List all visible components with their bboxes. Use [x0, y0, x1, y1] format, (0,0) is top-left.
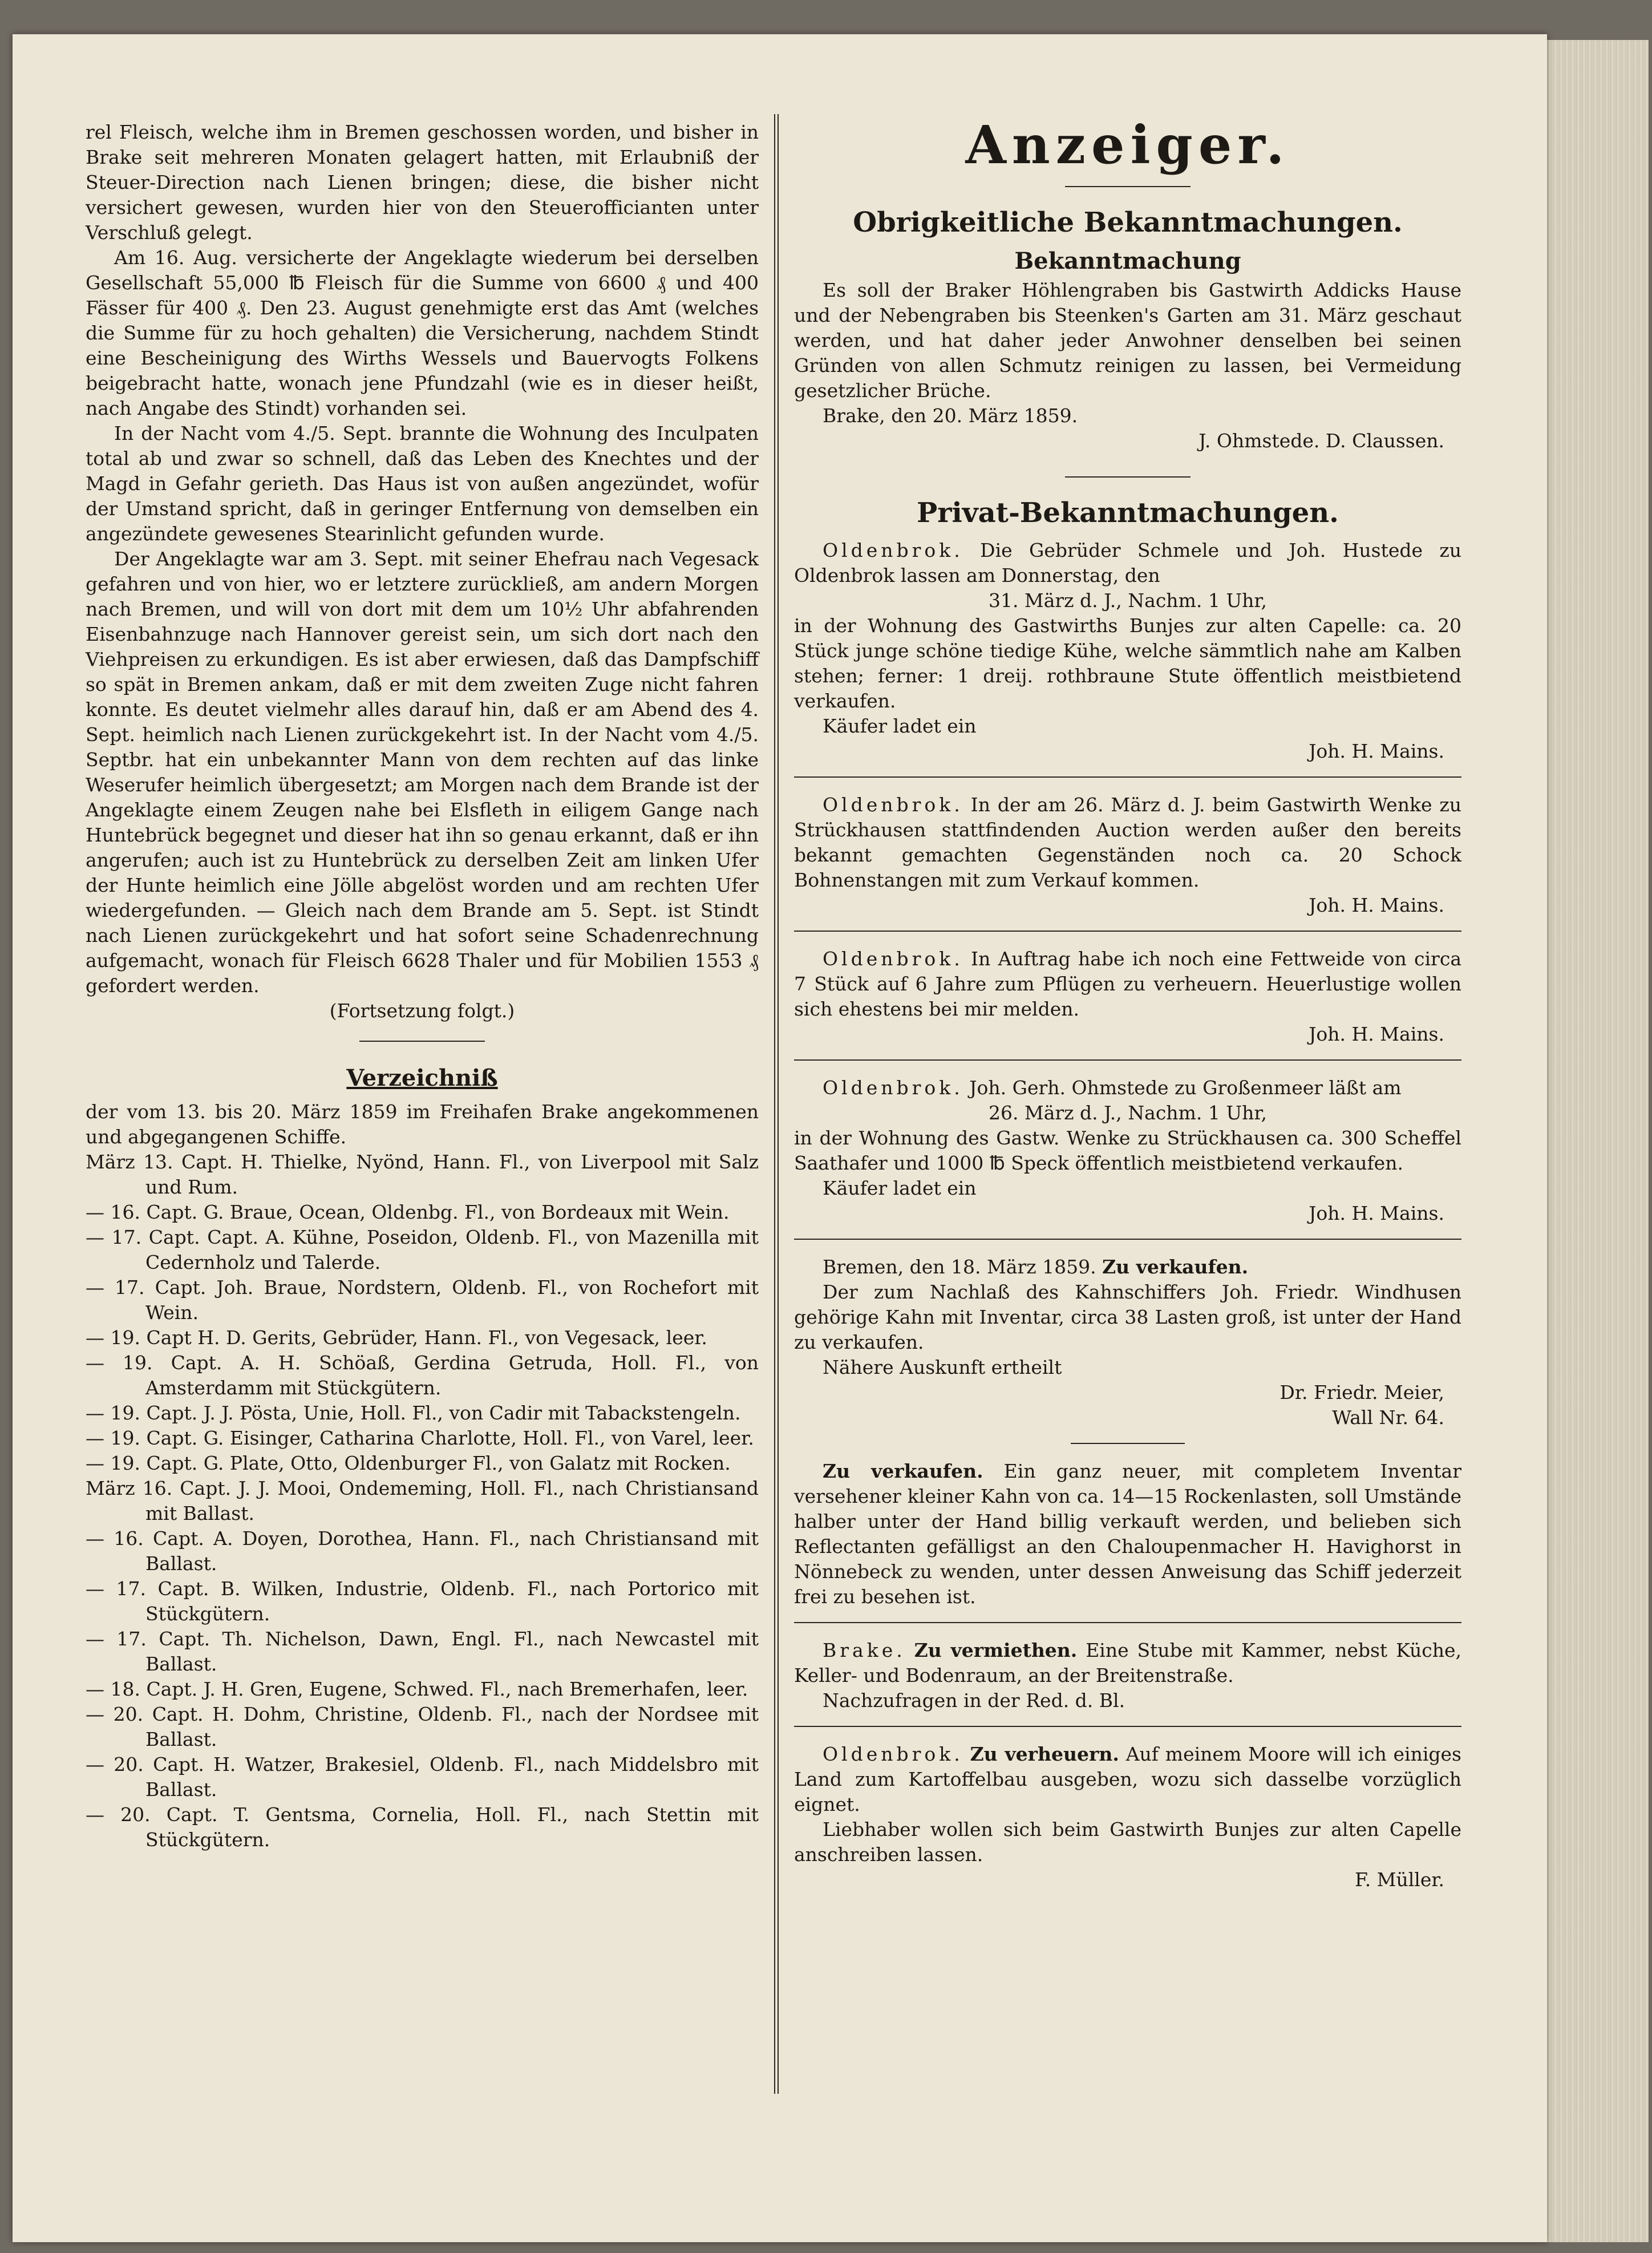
ad-signature-address: Wall Nr. 64.: [1332, 1406, 1444, 1429]
ad-buyers: Käufer ladet ein: [823, 1177, 977, 1199]
divider: [794, 1239, 1461, 1240]
ad-text: Auf meinem Moore will ich einiges Land zum Kartoffelbau ausgeben, wozu sich dasselbe vorzüglich eignet.: [794, 1743, 1461, 1815]
ad-place: Brake.: [823, 1639, 906, 1661]
article-paragraph: Am 16. Aug. versicherte der Angeklagte wiederum bei derselben Gesellschaft 55,000 ℔ Fleisch für die Summe von 6600 ₰ und 400 Fässer für 400 ₰. Den 23. August genehmigte erst das Amt (welches die Summe für zu hoch gehalten) die Versicherung, nachdem Stindt eine Bescheinigung des Wirths Wessels und Bauervogts Folkens beigebracht hatte, wonach jene Pfundzahl (wie es in dieser heißt, nach Angabe des Stindt) vorhanden sei.: [86, 246, 759, 419]
ad-text: Liebhaber wollen sich beim Gastwirth Bunjes zur alten Capelle anschreiben lassen.: [794, 1818, 1461, 1866]
divider: [794, 1726, 1461, 1727]
ad-signature: Joh. H. Mains.: [1309, 740, 1444, 762]
article-paragraph: In der Nacht vom 4./5. Sept. brannte die Wohnung des Inculpaten total ab und zwar so schnell, daß das Leben des Knechtes und der Magd in Gefahr gerieth. Das Haus ist von außen angezündet, wofür der Umstand spricht, daß in geringer Entfernung von demselben ein angezündete gewesenes Stearinlicht gefunden wurde.: [86, 422, 759, 545]
ship-register-list: [86, 1150, 759, 1852]
list-item: — 17. Capt. Joh. Braue, Nordstern, Oldenb. Fl., von Rochefort mit Wein.: [86, 1276, 759, 1324]
ad-signature: Joh. H. Mains.: [1309, 894, 1444, 916]
section-title-private: Privat-Bekanntmachungen.: [917, 497, 1339, 529]
divider: [359, 1041, 485, 1042]
ad-place: Oldenbrok.: [823, 1077, 963, 1099]
ad-title: Zu verkaufen.: [823, 1460, 983, 1482]
list-item: — 17. Capt. Capt. A. Kühne, Poseidon, Oldenb. Fl., von Mazenilla mit Cedernholz und Talerde.: [86, 1226, 759, 1273]
ad-title: Zu verkaufen.: [1102, 1256, 1249, 1278]
ad-signature: Dr. Friedr. Meier,: [1280, 1381, 1444, 1403]
ad-body: in der Wohnung des Gastwirths Bunjes zur alten Capelle: ca. 20 Stück junge schöne tiedige Kühe, welche sämmtlich nahe am Kalben stehen; ferner: 1 dreij. rothbraune Stute öffentlich meistbietend verkaufen.: [794, 614, 1461, 712]
notice-signature: J. Ohmstede. D. Claussen.: [1198, 430, 1444, 452]
advertisement: [794, 1638, 1461, 1713]
advertisement: [794, 1075, 1461, 1226]
ad-date: 26. März d. J., Nachm. 1 Uhr,: [988, 1102, 1268, 1124]
right-column: [794, 114, 1461, 1900]
ad-title: Zu vermiethen.: [914, 1639, 1078, 1661]
ad-text: Ein ganz neuer, mit completem Inventar versehener kleiner Kahn von ca. 14—15 Rockenlasten, soll Umstände halber unter der Hand billig verkauft werden, und belieben sich Reflectanten gefälligst an den Chaloupenmacher H. Havighorst in Nönnebeck zu wenden, unter dessen Anweisung das Schiff jederzeit frei zu besehen ist.: [794, 1460, 1461, 1608]
article-paragraph: rel Fleisch, welche ihm in Bremen geschossen worden, und bisher in Brake seit mehreren Monaten gelagert hatten, mit Erlaubniß der Steuer-Direction nach Lienen bringen; diese, die bisher nicht versichert gewesen, wurden hier von den Steuerofficianten unter Verschluß gelegt.: [86, 121, 759, 244]
ad-signature: Joh. H. Mains.: [1309, 1202, 1444, 1224]
list-item: — 17. Capt. Th. Nichelson, Dawn, Engl. Fl., nach Newcastel mit Ballast.: [86, 1628, 759, 1675]
ad-text: Der zum Nachlaß des Kahnschiffers Joh. Friedr. Windhusen gehörige Kahn mit Inventar, circa 38 Lasten groß, ist unter der Hand zu verkaufen.: [794, 1281, 1461, 1353]
list-item: — 20. Capt. H. Dohm, Christine, Oldenb. Fl., nach der Nordsee mit Ballast.: [86, 1703, 759, 1750]
divider: [794, 931, 1461, 932]
ad-body: in der Wohnung des Gastw. Wenke zu Strückhausen ca. 300 Scheffel Saathafer und 1000 ℔ Speck öffentlich meistbietend verkaufen.: [794, 1127, 1461, 1174]
column-divider: [774, 114, 779, 2094]
newspaper-page: [13, 34, 1547, 2242]
ad-text: Die Gebrüder Schmele und Joh. Hustede zu Oldenbrok lassen am Donnerstag, den: [794, 539, 1461, 586]
list-item: — 16. Capt. G. Braue, Ocean, Oldenbg. Fl., von Bordeaux mit Wein.: [86, 1201, 730, 1223]
ad-date: 31. März d. J., Nachm. 1 Uhr,: [988, 589, 1268, 612]
advertisement: [794, 946, 1461, 1047]
divider: [1065, 186, 1191, 187]
book-page-edges: [1540, 40, 1649, 2242]
list-item: — 18. Capt. J. H. Gren, Eugene, Schwed. Fl., nach Bremerhafen, leer.: [86, 1678, 748, 1700]
list-item: — 19. Capt. G. Eisinger, Catharina Charlotte, Holl. Fl., von Varel, leer.: [86, 1427, 754, 1449]
divider: [794, 776, 1461, 778]
list-item: — 16. Capt. A. Doyen, Dorothea, Hann. Fl., nach Christiansand mit Ballast.: [86, 1527, 759, 1575]
list-item: — 20. Capt. T. Gentsma, Cornelia, Holl. Fl., nach Stettin mit Stückgütern.: [86, 1803, 759, 1851]
ad-info: Nachzufragen in der Red. d. Bl.: [823, 1689, 1125, 1712]
section-title-official: Obrigkeitliche Bekanntmachungen.: [853, 207, 1403, 238]
notice-title: Bekanntmachung: [1014, 248, 1241, 274]
list-item: — 20. Capt. H. Watzer, Brakesiel, Oldenb. Fl., nach Middelsbro mit Ballast.: [86, 1753, 759, 1801]
advertisement: [794, 1459, 1461, 1609]
list-item: — 19. Capt. G. Plate, Otto, Oldenburger Fl., von Galatz mit Rocken.: [86, 1452, 731, 1474]
ad-place: Oldenbrok.: [823, 1743, 963, 1765]
ad-info: Nähere Auskunft ertheilt: [823, 1356, 1062, 1378]
masthead-title: Anzeiger.: [965, 114, 1290, 176]
ad-place: Oldenbrok.: [823, 948, 963, 970]
ad-place: Oldenbrok.: [823, 539, 963, 561]
advertisement: [794, 538, 1461, 764]
ad-place: Oldenbrok.: [823, 794, 963, 816]
advertisement: [794, 1255, 1461, 1430]
ad-signature: F. Müller.: [1354, 1868, 1444, 1891]
continued-note: (Fortsetzung folgt.): [329, 1000, 515, 1022]
article-paragraph: Der Angeklagte war am 3. Sept. mit seiner Ehefrau nach Vegesack gefahren und von hier, wo er letztere zurückließ, am andern Morgen nach Bremen, und will von dort mit dem um 10½ Uhr abfahrenden Eisenbahnzuge nach Hannover gereist sein, um sich dort nach den Viehpreisen zu erkundigen. Es ist aber erwiesen, daß das Dampfschiff so spät in Bremen ankam, daß er mit dem zweiten Zuge nicht fahren konnte. Es deutet vielmehr alles darauf hin, daß er am Abend des 4. Sept. heimlich nach Lienen zurückgekehrt ist. In der Nacht vom 4./5. Septbr. hat ein unbekannter Mann von dem rechten auf das linke Weserufer heimlich übergesetzt; am Morgen nach dem Brande ist der Angeklagte einem Zeugen nahe bei Elsfleth in eiligem Gange nach Huntebrück begegnet und dieser hat ihn so genau erkannt, daß er ihn angerufen; auch ist zu Huntebrück zu derselben Zeit am linken Ufer der Hunte heimlich eine Jölle abgelöst worden und am rechten Ufer wiedergefunden. — Gleich nach dem Brande am 5. Sept. ist Stindt nach Lienen zurückgekehrt und hat sofort seine Schadenrechnung aufgemacht, wonach für Fleisch 6628 Thaler und für Mobilien 1553 ₰ gefordert werden.: [86, 548, 759, 997]
list-item: — 17. Capt. B. Wilken, Industrie, Oldenb. Fl., nach Portorico mit Stückgütern.: [86, 1577, 759, 1625]
ad-text: Joh. Gerh. Ohmstede zu Großenmeer läßt am: [969, 1077, 1402, 1099]
ad-buyers: Käufer ladet ein: [823, 715, 977, 737]
ad-signature: Joh. H. Mains.: [1309, 1023, 1444, 1045]
notice-body: Es soll der Braker Höhlengraben bis Gastwirth Addicks Hause und der Nebengraben bis Steenken's Garten am 31. März geschaut werden, und hat daher jeder Anwohner denselben bei seinen Gründen von allen Schmutz reinigen zu lassen, bei Vermeidung gesetzlicher Brüche.: [794, 279, 1461, 402]
list-item: März 13. Capt. H. Thielke, Nyönd, Hann. Fl., von Liverpool mit Salz und Rum.: [86, 1151, 759, 1198]
list-item: — 19. Capt H. D. Gerits, Gebrüder, Hann. Fl., von Vegesack, leer.: [86, 1326, 707, 1349]
divider: [1065, 476, 1191, 478]
notice-date: Brake, den 20. März 1859.: [823, 405, 1078, 427]
divider: [1071, 1443, 1185, 1444]
divider: [794, 1622, 1461, 1623]
register-intro: der vom 13. bis 20. März 1859 im Freihafen Brake angekommenen und abgegangenen Schiffe.: [86, 1101, 759, 1148]
ad-title: Zu verheuern.: [970, 1743, 1119, 1765]
left-column: [86, 120, 759, 1852]
ad-text: In der am 26. März d. J. beim Gastwirth Wenke zu Strückhausen stattfindenden Auction werden außer den bereits bekannt gemachten Gegenständen noch ca. 20 Schock Bohnenstangen mit zum Verkauf kommen.: [794, 794, 1461, 891]
ad-place: Bremen, den 18. März 1859.: [823, 1256, 1096, 1278]
list-item: März 16. Capt. J. J. Mooi, Ondememing, Holl. Fl., nach Christiansand mit Ballast.: [86, 1477, 759, 1524]
ad-text: Eine Stube mit Kammer, nebst Küche, Keller- und Bodenraum, an der Breitenstraße.: [794, 1639, 1461, 1686]
list-item: — 19. Capt. J. J. Pösta, Unie, Holl. Fl., von Cadir mit Tabackstengeln.: [86, 1402, 741, 1424]
list-item: — 19. Capt. A. H. Schöaß, Gerdina Getruda, Holl. Fl., von Amsterdamm mit Stückgütern.: [86, 1352, 759, 1399]
advertisement: [794, 792, 1461, 918]
ad-text: In Auftrag habe ich noch eine Fettweide von circa 7 Stück auf 6 Jahre zum Pflügen zu verheuern. Heuerlustige wollen sich ehestens bei mir melden.: [794, 948, 1461, 1020]
divider: [794, 1059, 1461, 1061]
advertisement: [794, 1742, 1461, 1892]
register-title: Verzeichniß: [346, 1065, 498, 1091]
